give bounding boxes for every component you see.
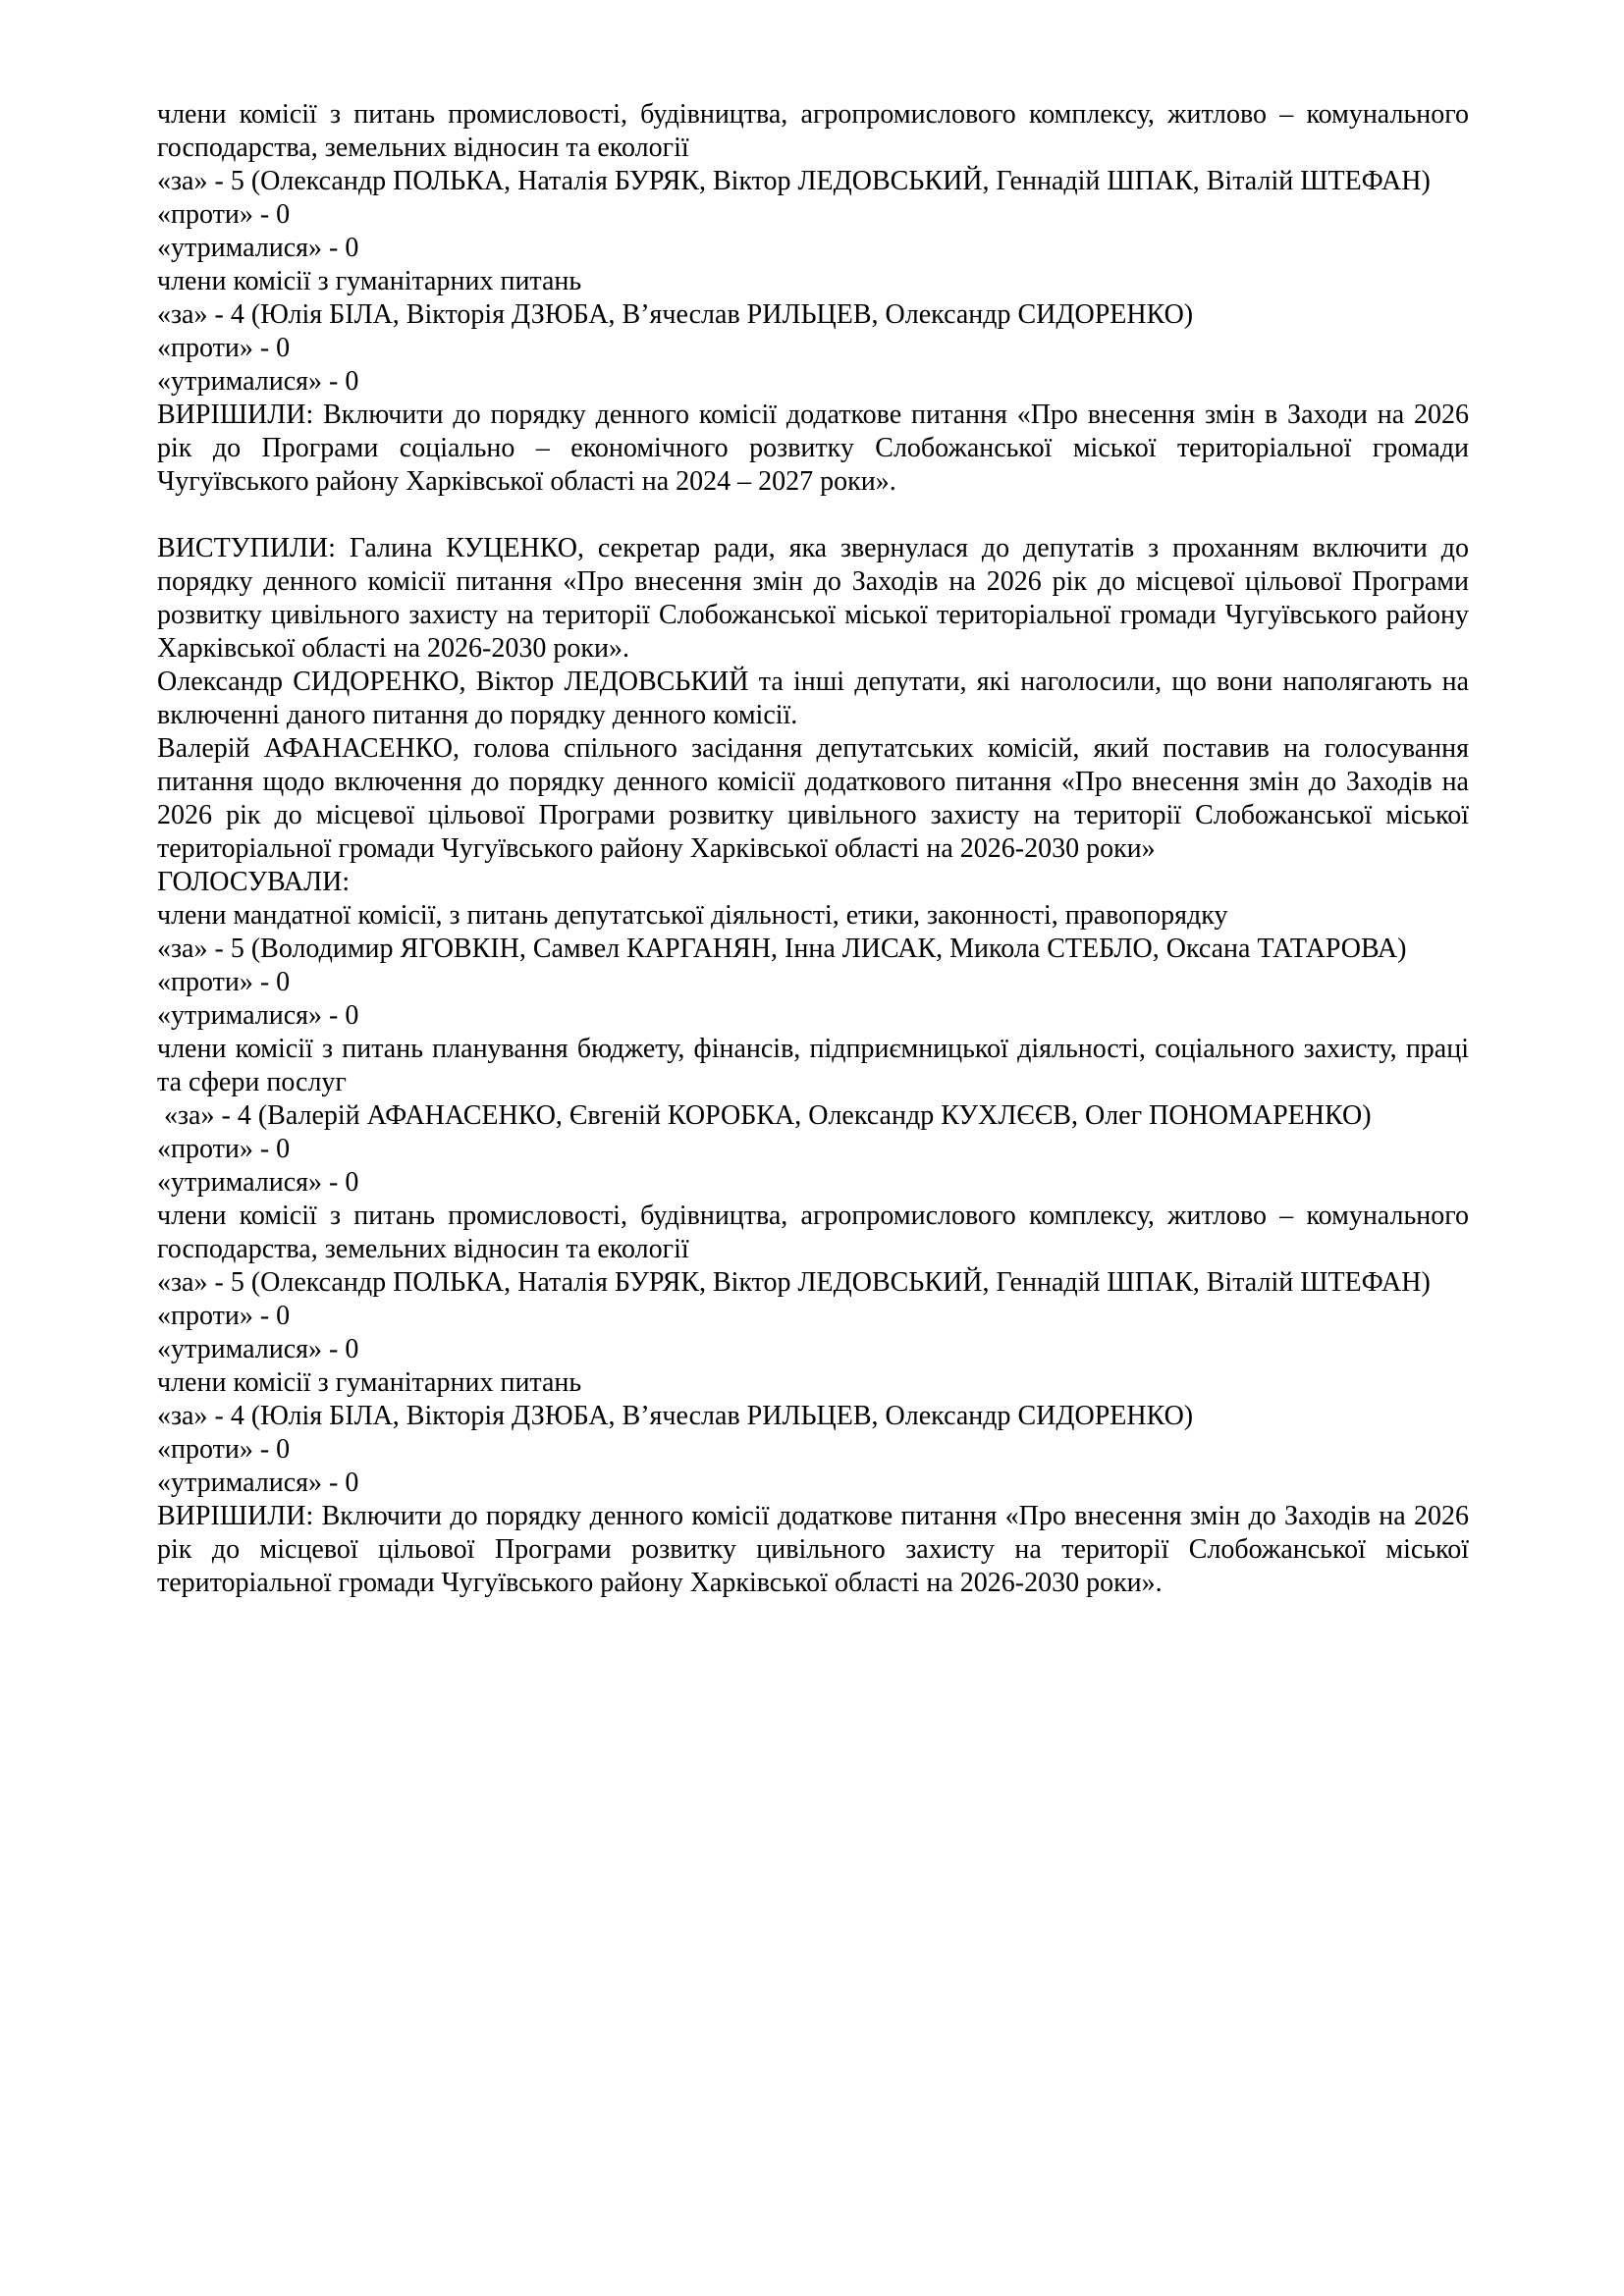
paragraph: «утрималися» - 0 — [157, 366, 359, 397]
paragraph: «за» - 5 (Олександр ПОЛЬКА, Наталія БУРЯК, Віктор ЛЕДОВСЬКИЙ, Геннадій ШПАК, Віталій ШТЕФАН) — [157, 1267, 1431, 1298]
paragraph: «за» - 4 (Валерій АФАНАСЕНКО, Євгеній КОРОБКА, Олександр КУХЛЄЄВ, Олег ПОНОМАРЕНКО) — [157, 1100, 1372, 1131]
paragraph: «утрималися» - 0 — [157, 1167, 359, 1198]
paragraph: «проти» - 0 — [157, 1434, 291, 1465]
paragraph: «утрималися» - 0 — [157, 1468, 359, 1498]
paragraph: «за» - 4 (Юлія БІЛА, Вікторія ДЗЮБА, В’ячеслав РИЛЬЦЕВ, Олександр СИДОРЕНКО) — [157, 1401, 1194, 1431]
paragraph: «за» - 5 (Олександр ПОЛЬКА, Наталія БУРЯК, Віктор ЛЕДОВСЬКИЙ, Геннадій ШПАК, Віталій ШТЕФАН) — [157, 166, 1431, 196]
paragraph: ВИСТУПИЛИ: Галина КУЦЕНКО, секретар ради, яка звернулася до депутатів з проханням включити до порядку денного комісії питання «Про внесення змін до Заходів на 2026 рік до місцевої цільової Програми розвитку цивільного захисту на території Слобожанської міської територіальної громади Чугуївського району Харківської області на 2026-2030 роки». — [157, 533, 1469, 664]
paragraph: «утрималися» - 0 — [157, 233, 359, 263]
paragraph: члени мандатної комісії, з питань депутатської діяльності, етики, законності, правопорядку — [157, 900, 1228, 931]
paragraph: члени комісії з питань промисловості, будівництва, агропромислового комплексу, житлово – комунального господарства, земельних відносин та екології — [157, 1201, 1469, 1264]
paragraph: члени комісії з питань промисловості, будівництва, агропромислового комплексу, житлово – комунального господарства, земельних відносин та екології — [157, 99, 1469, 163]
document-body — [157, 98, 1469, 1600]
paragraph: «за» - 4 (Юлія БІЛА, Вікторія ДЗЮБА, В’ячеслав РИЛЬЦЕВ, Олександр СИДОРЕНКО) — [157, 299, 1194, 330]
paragraph: члени комісії з питань планування бюджету, фінансів, підприємницької діяльності, соціального захисту, праці та сфери послуг — [157, 1034, 1469, 1097]
paragraph: «проти» - 0 — [157, 199, 291, 230]
paragraph: «проти» - 0 — [157, 333, 291, 363]
paragraph: «за» - 5 (Володимир ЯГОВКІН, Самвел КАРГАНЯН, Інна ЛИСАК, Микола СТЕБЛО, Оксана ТАТАРОВА) — [157, 934, 1407, 964]
paragraph: Валерій АФАНАСЕНКО, голова спільного засідання депутатських комісій, який поставив на голосування питання щодо включення до порядку денного комісії додаткового питання «Про внесення змін до Заходів на 2026 рік до місцевої цільової Програми розвитку цивільного захисту на території Слобожанської міської територіальної громади Чугуївського району Харківської області на 2026-2030 роки» — [157, 733, 1469, 864]
paragraph — [157, 499, 1469, 532]
paragraph: «проти» - 0 — [157, 1301, 291, 1331]
paragraph: «проти» - 0 — [157, 967, 291, 997]
paragraph: ГОЛОСУВАЛИ: — [157, 867, 351, 897]
paragraph: «утрималися» - 0 — [157, 1334, 359, 1364]
paragraph: ВИРІШИЛИ: Включити до порядку денного комісії додаткове питання «Про внесення змін в Заходи на 2026 рік до Програми соціально – економічного розвитку Слобожанської міської територіальної громади Чугуївського району Харківської області на 2024 – 2027 роки». — [157, 400, 1469, 497]
paragraph: «утрималися» - 0 — [157, 1000, 359, 1031]
paragraph: «проти» - 0 — [157, 1134, 291, 1164]
paragraph: члени комісії з гуманітарних питань — [157, 1367, 582, 1398]
paragraph: члени комісії з гуманітарних питань — [157, 266, 582, 296]
paragraph: Олександр СИДОРЕНКО, Віктор ЛЕДОВСЬКИЙ та інші депутати, які наголосили, що вони наполягають на включенні даного питання до порядку денного комісії. — [157, 667, 1469, 730]
paragraph: ВИРІШИЛИ: Включити до порядку денного комісії додаткове питання «Про внесення змін до Заходів на 2026 рік до місцевої цільової Програми розвитку цивільного захисту на території Слобожанської міської територіальної громади Чугуївського району Харківської області на 2026-2030 роки». — [157, 1501, 1469, 1598]
